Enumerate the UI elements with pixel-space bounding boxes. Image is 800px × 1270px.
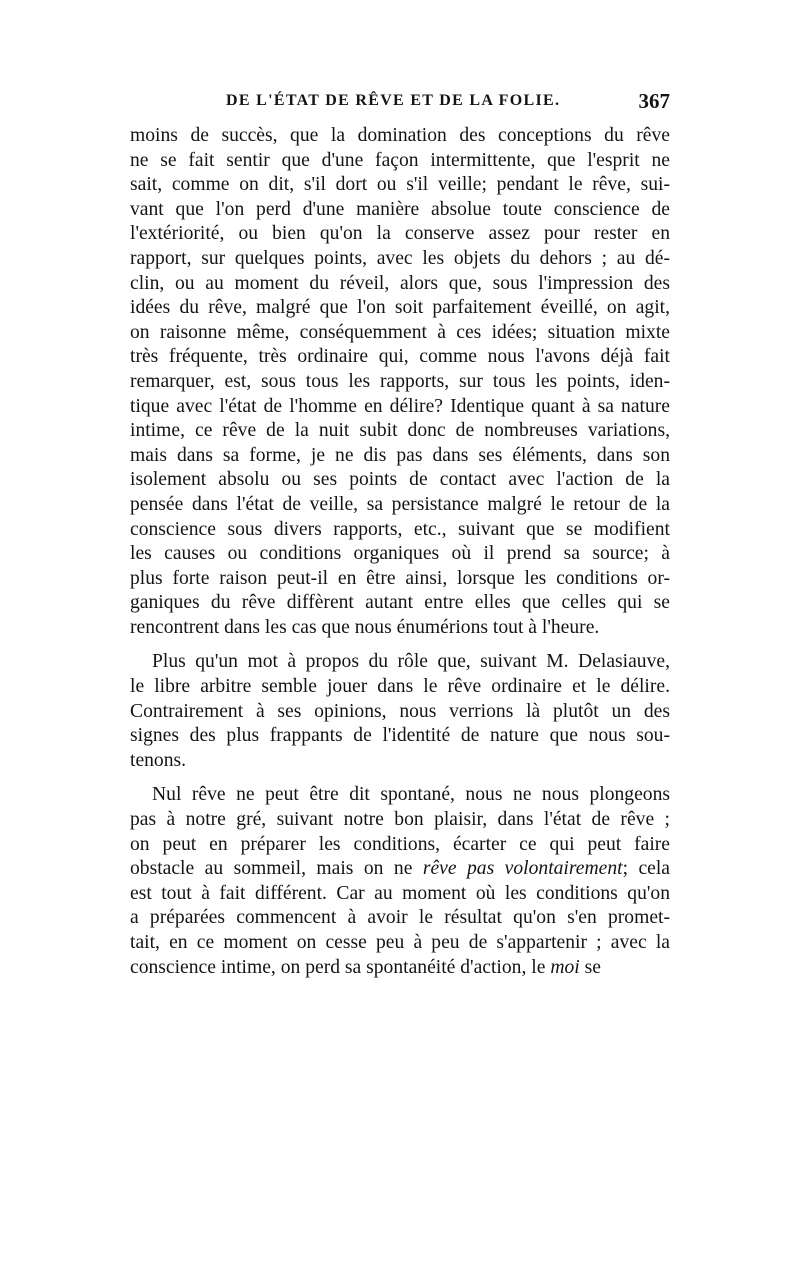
text-segment: tique avec l'état de l'homme en délire? Identique quant à sa nature — [130, 395, 670, 417]
paragraph-gap — [130, 773, 670, 783]
text-line — [130, 931, 670, 956]
text-segment: sait, comme on dit, s'il dort ou s'il veille; pendant le rêve, sui- — [130, 174, 670, 196]
text-line — [130, 675, 670, 700]
text-line — [130, 700, 670, 725]
text-line — [130, 321, 670, 346]
text-segment: moins de succès, que la domination des conceptions du rêve — [130, 125, 670, 146]
text-segment: plus forte raison peut-il en être ainsi, lorsque les conditions or- — [130, 567, 670, 589]
text-segment: mais dans sa forme, je ne dis pas dans ses éléments, dans son — [130, 444, 670, 466]
text-line — [130, 783, 670, 808]
text-line — [130, 833, 670, 858]
text-line — [130, 616, 670, 641]
text-line — [130, 149, 670, 174]
text-line — [130, 650, 670, 675]
text-segment: les causes ou conditions organiques où il prend sa source; à — [130, 543, 670, 565]
text-line — [130, 724, 670, 749]
text-line — [130, 198, 670, 223]
text-line — [130, 444, 670, 469]
paragraph — [130, 783, 670, 980]
text-line — [130, 272, 670, 297]
text-segment: pensée dans l'état de veille, sa persistance malgré le retour de la — [130, 493, 670, 515]
text-segment: le libre arbitre semble jouer dans le rêve ordinaire et le délire. — [130, 676, 670, 698]
text-line — [130, 518, 670, 543]
text-segment: intime, ce rêve de la nuit subit donc de nombreuses variations, — [130, 420, 670, 442]
text-line — [130, 345, 670, 370]
text-segment: ganiques du rêve diffèrent autant entre elles que celles qui se — [130, 592, 670, 614]
text-segment: conscience sous divers rapports, etc., suivant que se modifient — [130, 518, 670, 540]
text-segment: isolement absolu ou ses points de contact avec l'action de la — [130, 469, 670, 491]
text-line — [130, 247, 670, 272]
text-line — [130, 808, 670, 833]
text-line — [130, 222, 670, 247]
text-segment: tenons. — [130, 749, 187, 771]
text-line — [130, 857, 670, 882]
text-segment: Nul rêve ne peut être dit spontané, nous ne nous plongeons — [152, 784, 670, 806]
text-segment: on peut en préparer les conditions, écarter ce qui peut faire — [130, 833, 670, 855]
text-line — [130, 395, 670, 420]
text-segment: a préparées commencent à avoir le résultat qu'on s'en promet- — [130, 907, 670, 929]
text-line — [130, 370, 670, 395]
text-segment: rapport, sur quelques points, avec les objets du dehors ; au dé- — [130, 247, 670, 269]
text-segment: est tout à fait différent. Car au moment où les conditions qu'on — [130, 882, 670, 904]
running-title: DE L'ÉTAT DE RÊVE ET DE LA FOLIE. — [226, 92, 561, 109]
text-segment: remarquer, est, sous tous les rapports, sur tous les points, iden- — [130, 370, 670, 392]
text-line — [130, 493, 670, 518]
text-segment: idées du rêve, malgré que l'on soit parfaitement éveillé, on agit, — [130, 297, 670, 319]
text-line — [130, 567, 670, 592]
text-line — [130, 468, 670, 493]
text-segment: tait, en ce moment on cesse peu à peu de s'appartenir ; avec la — [130, 932, 670, 953]
text-line — [130, 956, 670, 981]
text-line — [130, 173, 670, 198]
text-line — [130, 124, 670, 149]
text-line — [130, 882, 670, 907]
text-segment: l'extériorité, ou bien qu'on la conserve assez pour rester en — [130, 223, 670, 245]
text-line — [130, 749, 670, 774]
text-segment: très fréquente, très ordinaire qui, comme nous l'avons déjà fait — [130, 346, 670, 368]
text-segment: clin, ou au moment du réveil, alors que, sous l'impression des — [130, 272, 670, 294]
text-line — [130, 296, 670, 321]
text-segment: ; cela — [622, 858, 670, 880]
text-segment: vant que l'on perd d'une manière absolue toute conscience de — [130, 198, 670, 220]
text-line — [130, 419, 670, 444]
text-line — [130, 906, 670, 931]
text-segment: pas à notre gré, suivant notre bon plaisir, dans l'état de rêve ; — [130, 809, 670, 831]
italic-text: moi — [550, 956, 580, 978]
text-segment: se — [579, 956, 601, 978]
paragraph — [130, 650, 670, 773]
text-segment: ne se fait sentir que d'une façon intermittente, que l'esprit ne — [130, 149, 670, 171]
text-line — [130, 542, 670, 567]
text-segment: on raisonne même, conséquemment à ces idées; situation mixte — [130, 321, 670, 343]
running-head — [130, 89, 670, 116]
paragraph-gap — [130, 640, 670, 650]
page-number: 367 — [638, 89, 670, 113]
text-segment: rencontrent dans les cas que nous énumérions tout à l'heure. — [130, 616, 600, 638]
paragraph — [130, 124, 670, 640]
text-segment: conscience intime, on perd sa spontanéité d'action, le — [130, 956, 551, 978]
text-segment: Plus qu'un mot à propos du rôle que, suivant M. Delasiauve, — [152, 651, 670, 673]
italic-text: rêve pas volontairement — [422, 858, 623, 880]
text-segment: obstacle au sommeil, mais on ne — [130, 858, 423, 880]
text-segment: signes des plus frappants de l'identité de nature que nous sou- — [130, 725, 670, 747]
body-text — [130, 124, 670, 980]
text-line — [130, 591, 670, 616]
text-segment: Contrairement à ses opinions, nous verrions là plutôt un des — [130, 700, 670, 722]
